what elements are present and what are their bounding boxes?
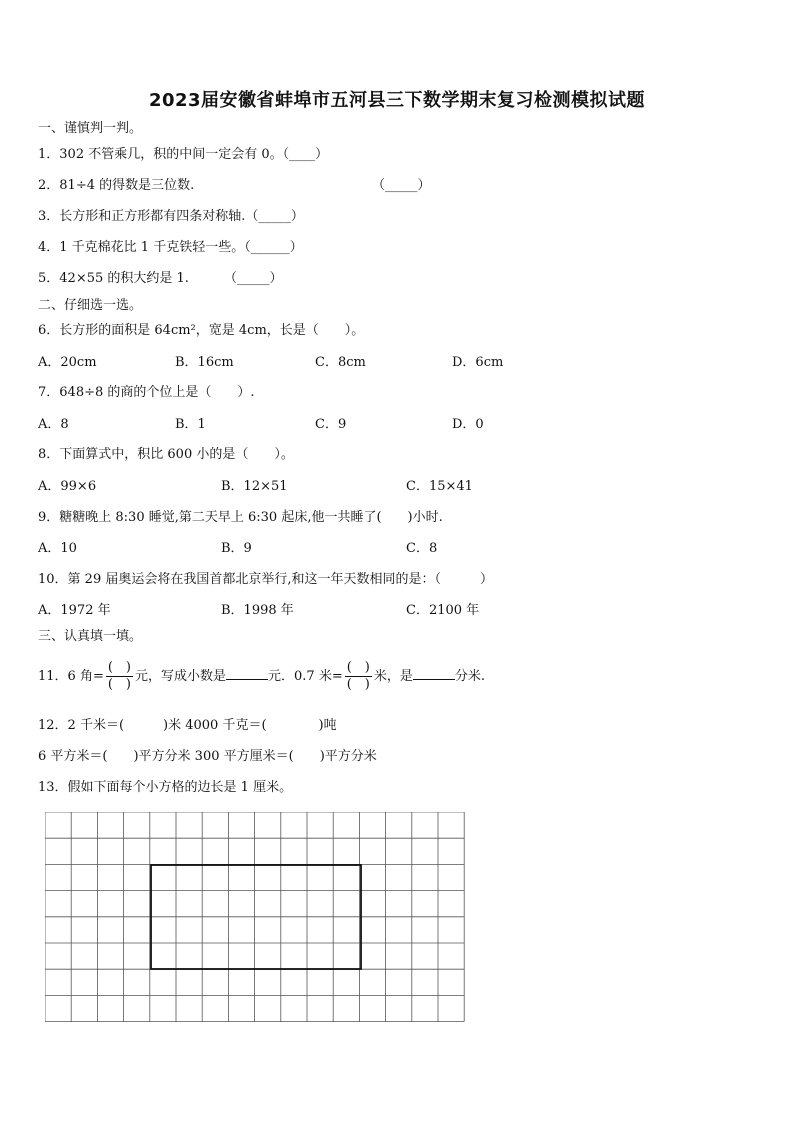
exam-title: 2023届安徽省蚌埠市五河县三下数学期末复习检测模拟试题 [148,90,646,111]
q8-option-b: B．12×51 [221,479,288,494]
question-6: 6．长方形的面积是 64cm²，宽是 4cm，长是（ ）。 [38,323,365,338]
question-3: 3．长方形和正方形都有四条对称轴.（_____） [38,209,304,224]
question-10: 10．第 29 届奥运会将在我国首都北京举行,和这一年天数相同的是：（ ） [38,572,493,587]
q11-part-d: 米，是 [373,669,413,684]
question-9: 9．糖糖晚上 8:30 睡觉,第二天早上 6:30 起床,他一共睡了( )小时. [38,510,443,525]
question-11 [38,657,485,697]
question-1: 1．302 不管乘几，积的中间一定会有 0。（____） [38,147,329,162]
q6-option-c: C．8cm [315,355,366,370]
q7-option-d: D．0 [452,417,484,432]
q6-option-d: D．6cm [452,355,504,370]
q6-option-b: B．16cm [175,355,234,370]
q10-option-c: C．2100 年 [406,603,480,618]
section-heading-choose: 二、仔细选一选。 [38,298,143,313]
q11-fraction-2-numerator: ( ) [346,660,370,675]
q11-part-b: 元，写成小数是 [135,669,227,684]
question-2-answer-blank: （_____） [372,178,431,193]
q9-option-c: C．8 [406,541,438,556]
question-4: 4．1 千克棉花比 1 千克铁轻一些。（______） [38,240,303,255]
square-grid-figure [45,812,469,1024]
q6-option-a: A．20cm [38,355,97,370]
question-5: 5．42×55 的积大约是 1. [38,271,189,286]
question-7: 7．648÷8 的商的个位上是（ ）. [38,385,255,400]
q11-part-c: 元．0.7 米= [268,669,343,684]
question-13: 13．假如下面每个小方格的边长是 1 厘米。 [38,780,293,795]
q11-part-e: 分米. [454,669,486,684]
q9-option-a: A．10 [38,541,77,556]
section-heading-judge: 一、谨慎判一判。 [38,121,143,136]
q11-blank-decimal [226,665,268,680]
q9-option-b: B．9 [221,541,252,556]
q8-option-c: C．15×41 [406,479,473,494]
q11-fraction-2-denominator: ( ) [346,677,370,692]
grid-lines [45,812,464,1022]
question-12-line-2: 6 平方米＝( )平方分米 300 平方厘米＝( )平方分米 [38,749,377,764]
q11-fraction-1-numerator: ( ) [107,660,131,675]
q7-option-c: C．9 [315,417,347,432]
q11-fraction-1 [106,660,133,693]
q11-fraction-1-denominator: ( ) [107,677,131,692]
q11-blank-decimeter [413,665,455,680]
question-2: 2．81÷4 的得数是三位数. [38,178,195,193]
q11-fraction-2 [345,660,372,693]
q7-option-a: A．8 [38,417,69,432]
section-heading-fill: 三、认真填一填。 [38,629,143,644]
q11-part-a: 11．6 角= [38,669,104,684]
question-5-answer-blank: （_____） [224,271,283,286]
q7-option-b: B．1 [175,417,206,432]
q8-option-a: A．99×6 [38,479,97,494]
q10-option-b: B．1998 年 [221,603,294,618]
q10-option-a: A．1972 年 [38,603,111,618]
question-8: 8．下面算式中，积比 600 小的是（ ）。 [38,447,294,462]
question-12-line-1: 12．2 千米＝( )米 4000 千克＝( )吨 [38,718,337,733]
